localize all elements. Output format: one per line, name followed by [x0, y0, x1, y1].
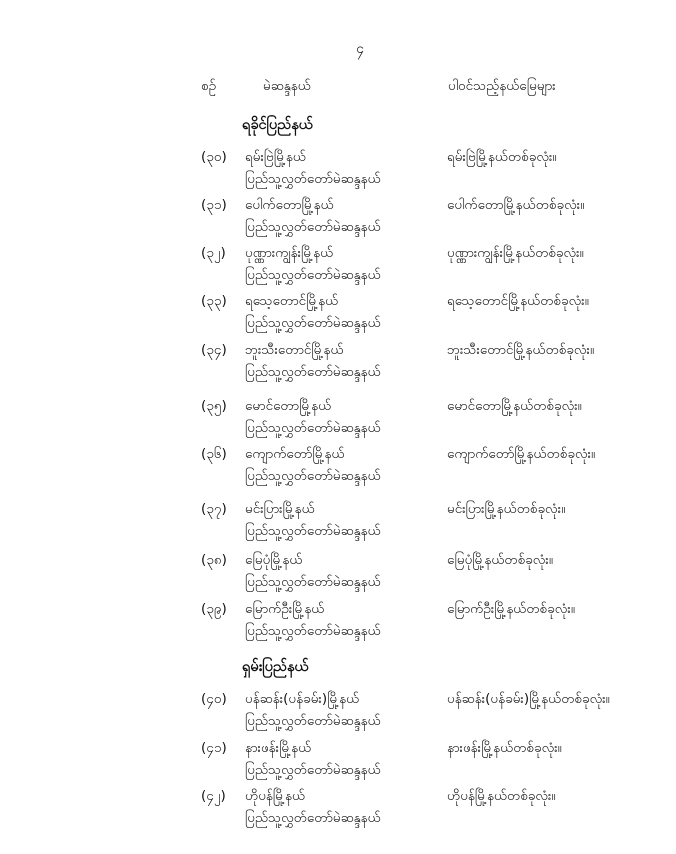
constituency-type: ပြည်သူ့လွှတ်တော်မဲဆန္ဒနယ် — [245, 420, 381, 436]
constituency-type: ပြည်သူ့လွှတ်တော်မဲဆန္ဒနယ် — [245, 219, 381, 235]
constituency-type: ပြည်သူ့လွှတ်တော်မဲဆန္ဒနယ် — [245, 713, 381, 729]
table-row — [0, 341, 676, 389]
page-number: ၄ — [356, 41, 364, 57]
table-row — [0, 690, 676, 738]
constituency-name: မင်းပြားမြို့နယ် — [245, 501, 315, 517]
included-area: မြေပုံမြို့နယ်တစ်ခုလုံး။ — [447, 552, 553, 568]
included-area: ပုဏ္ဏားကျွန်းမြို့နယ်တစ်ခုလုံး။ — [447, 245, 584, 261]
header-constituency: မဲဆန္ဒနယ် — [263, 78, 311, 94]
constituency-type: ပြည်သူ့လွှတ်တော်မဲဆန္ဒနယ် — [245, 315, 381, 331]
constituency-name: ဘူးသီးတောင်မြို့နယ် — [245, 342, 344, 358]
constituency-type: ပြည်သူ့လွှတ်တော်မဲဆန္ဒနယ် — [245, 810, 381, 826]
constituency-type: ပြည်သူ့လွှတ်တော်မဲဆန္ဒနယ် — [245, 364, 381, 380]
included-area: မြောက်ဦးမြို့နယ်တစ်ခုလုံး။ — [447, 601, 575, 617]
row-number: (၄၁) — [201, 740, 227, 756]
row-number: (၃၀) — [201, 149, 227, 165]
included-area: ပန်ဆန်း(ပန်ခမ်း)မြို့နယ်တစ်ခုလုံး။ — [447, 691, 610, 707]
table-row — [0, 148, 676, 196]
constituency-name: မောင်တောမြို့နယ် — [245, 398, 332, 414]
constituency-type: ပြည်သူ့လွှတ်တော်မဲဆန္ဒနယ် — [245, 523, 381, 539]
included-area: ရသေ့တောင်မြို့နယ်တစ်ခုလုံး။ — [447, 293, 589, 309]
row-number: (၃၈) — [201, 552, 227, 568]
constituency-type: ပြည်သူ့လွှတ်တော်မဲဆန္ဒနယ် — [245, 468, 381, 484]
table-row — [0, 292, 676, 340]
row-number: (၃၉) — [201, 601, 227, 617]
table-row — [0, 500, 676, 548]
row-number: (၃၆) — [201, 446, 227, 462]
row-number: (၃၃) — [201, 293, 227, 309]
table-row — [0, 196, 676, 244]
table-row — [0, 739, 676, 787]
header-included-areas: ပါဝင်သည့်နယ်မြေများ — [448, 78, 556, 94]
row-number: (၃၁) — [201, 197, 227, 213]
included-area: ဘူးသီးတောင်မြို့နယ်တစ်ခုလုံး။ — [447, 342, 595, 358]
constituency-name: မြေပုံမြို့နယ် — [245, 552, 303, 568]
row-number: (၃၅) — [201, 398, 227, 414]
header-no: စဉ် — [201, 78, 217, 94]
constituency-type: ပြည်သူ့လွှတ်တော်မဲဆန္ဒနယ် — [245, 762, 381, 778]
constituency-type: ပြည်သူ့လွှတ်တော်မဲဆန္ဒနယ် — [245, 574, 381, 590]
constituency-type: ပြည်သူ့လွှတ်တော်မဲဆန္ဒနယ် — [245, 171, 381, 187]
row-number: (၃၂) — [201, 245, 226, 261]
included-area: ရမ်းဗြဲမြို့နယ်တစ်ခုလုံး။ — [447, 149, 557, 165]
table-row — [0, 551, 676, 599]
row-number: (၃၇) — [201, 501, 227, 517]
included-area: ကျောက်တော်မြို့နယ်တစ်ခုလုံး။ — [447, 446, 596, 462]
constituency-name: ကျောက်တော်မြို့နယ် — [245, 446, 345, 462]
included-area: မင်းပြားမြို့နယ်တစ်ခုလုံး။ — [447, 501, 566, 517]
section-title-rakhine: ရခိုင်ပြည်နယ် — [242, 117, 313, 133]
section-title-shan: ရှမ်းပြည်နယ် — [242, 659, 309, 675]
constituency-name: ရသေ့တောင်မြို့နယ် — [245, 293, 339, 309]
constituency-name: ပန်ဆန်း(ပန်ခမ်း)မြို့နယ် — [245, 691, 360, 707]
row-number: (၃၄) — [201, 342, 227, 358]
table-row — [0, 397, 676, 445]
constituency-type: ပြည်သူ့လွှတ်တော်မဲဆန္ဒနယ် — [245, 267, 381, 283]
table-row — [0, 445, 676, 493]
table-row — [0, 787, 676, 835]
constituency-type: ပြည်သူ့လွှတ်တော်မဲဆန္ဒနယ် — [245, 623, 381, 639]
constituency-name: မြောက်ဦးမြို့နယ် — [245, 601, 325, 617]
constituency-name: နားဖန်းမြို့နယ် — [245, 740, 312, 756]
constituency-name: ပေါက်တောမြို့နယ် — [245, 197, 334, 213]
row-number: (၄၀) — [201, 691, 227, 707]
included-area: မောင်တောမြို့နယ်တစ်ခုလုံး။ — [447, 398, 582, 414]
constituency-name: ပုဏ္ဏားကျွန်းမြို့နယ် — [245, 245, 334, 261]
included-area: ဟိုပန်မြို့နယ်တစ်ခုလုံး။ — [447, 788, 556, 804]
row-number: (၄၂) — [201, 788, 226, 804]
included-area: နားဖန်းမြို့နယ်တစ်ခုလုံး။ — [447, 740, 562, 756]
included-area: ပေါက်တောမြို့နယ်တစ်ခုလုံး။ — [447, 197, 585, 213]
table-row — [0, 600, 676, 648]
table-row — [0, 244, 676, 292]
constituency-name: ဟိုပန်မြို့နယ် — [245, 788, 306, 804]
constituency-name: ရမ်းဗြဲမြို့နယ် — [245, 149, 307, 165]
